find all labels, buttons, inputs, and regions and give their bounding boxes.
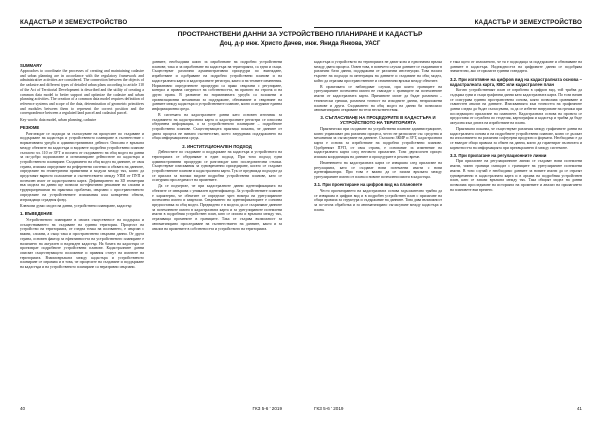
journal-issue: ГКЗ 5-6 ' 2019 (314, 406, 344, 411)
footer-right (314, 406, 582, 411)
summary-text: Approaches to coordinate the processes of creating and maintaining cadastre and urban planning are in accordance with the regulatory framework and administrative activities are considered. The connection between the objects of the cadastre and different types of detailed urban plans according to article 110 of the Act of Territorial Development is described and the utility of creating a common data model to better support and optimize the cadastre and urban planning activities. The creation of a common data model requires definition of reference systems and scope of the data, determination of geometric primitives and modules between them to represent the correct position and the correspondence between a regulated land parcel and cadastral parcel. (20, 69, 144, 116)
section-1-text: Устройственото планиране в своята същественост на поддържа и осъществяването на създаване на единна територия. Процесът на устройство на територията, от гледна точка на ползването, е свързан с важни, сложни, а също така и пространствено свързани данни. От друга страна, основен фактор за ефективността на устройственото планиране е наличието на актуален и надежден кадастър. На базата на кадастъра се проектират подробните устройствени планове. Кадастралните данни описват съществуващото положение и правния статут на имотите на територията. Взаимовръзката между кадастъра и устройственото планиране се изразява и в това, че процесите на създаване и поддържане на кадастъра и на устройственото планиране са неразривно свързани. (20, 217, 144, 270)
paragraph: е така щото от изложеното, че тя е подходяща за поддържане и обновяване на данните в кадастъра. Надеждността на цифровите данни се подобрява значително, ако се прилагат единни стандарти. (450, 60, 582, 74)
section-3-heading: 3. СЪГЛАСУВАНЕ НА ПРОЦЕДУРИТЕ В КАДАСТЪРА И УСТРОЙСТВОТО НА ТЕРИТОРИЯТА (320, 115, 436, 126)
paragraph: Когато устройственият план се изработва в цифров вид, той трябва да съдържа едни и същи графични данни като кадастралната карта. По този начин се осигурява единна пространствена основа, която позволява сравняване и съвместен анализ на данните. Изискванията към точността на графичните данни следва да бъдат съгласувани, за да се избегне натрупване на грешки при последващото прилагане на плановете. Кадастралната основа на проекта се предоставя от службата по геодезия, картография и кадастър и трябва да бъде актуална към датата на изработване на плана. (450, 88, 582, 126)
article-title: ПРОСТРАНСТВЕНИ ДАННИ ЗА УСТРОЙСТВЕНО ПЛАНИРАНЕ И КАДАСТЪР (177, 31, 423, 38)
rezyume-heading: РЕЗЮМЕ (20, 125, 40, 131)
paragraph: В системата на кадастралните данни като основен източник за създаването на кадастралната карта и кадастралните регистри се използва обединена информация, а за устройственото планиране – подробните устройствени планове. Съществуващата практика показва, че данните от двата процеса не винаги съответстват, което затруднява поддържането на обща информационна среда. (152, 112, 282, 141)
paragraph: В практиката се наблюдават случаи, при които границите на урегулираните поземлени имоти не съвпадат с границите на поземлените имоти от кадастралната карта. Причините могат да бъдат различни – технически грешки, различна точност на изходните данни, неприложени планове и други. Създаването на общ модел на данни би позволило автоматизирано откриване на тези несъответствия. (314, 84, 442, 113)
paragraph: Дейностите по създаване и поддържане на кадастъра и устройството на територията се обединяват в един подход. При този подход едни административни процедури се разглеждат като последователни стъпки. Съществуват изисквания за едновременно процедиране, когато се създават устройствените планове и кадастралната карта. Тук се предвижда подходът да се прилага за всички видове подробни устройствени планове, като се осигурява проследимост на промените. (152, 150, 282, 183)
journal-issue: ГКЗ 5-6 ' 2019 (252, 406, 282, 411)
left-page-column-1 (20, 60, 144, 400)
page-number: 40 (20, 406, 26, 411)
paragraph: кадастъра и устройството на територията не дават ясна и еднозначна връзка между двата процеса. Освен това, в повечето случаи данните се съхраняват в различни бази данни, поддържани от различни институции. Това налага търсене на подходи за интеграция на данните и създаване на общ модел, който да отразява пространствените и семантични връзки между обектите. (314, 60, 442, 83)
keywords-en: Key words: data model, urban planning, cadastre (20, 118, 97, 123)
article-authors: Доц. д-р инж. Христо Дачев, инж. Янида Янкова, УАСГ (219, 41, 381, 47)
page-number: 41 (576, 406, 582, 411)
keywords-bg: Ключови думи: модел на данни, устройствено планиране, кадастър (20, 204, 132, 209)
running-header-left: КАДАСТЪР И ЗЕМЕУСТРОЙСТВО (20, 12, 282, 28)
paragraph: данните, необходими както за изработване на подробни устройствени планове, така и за изработване на кадастъра на територията, са едни и същи. Съществуват различни административни процедури по въвеждане, изработване и одобряване на подробни устройствени планове и на кадастралната карта и кадастралните регистри, както и на техните изменения. Нормативно определените процедури са пряко свързани с регулиране, контрол и правна сигурност на собствеността, на правото на строеж и на други права. В развитие на нормативната уредба са заложени и организационни механизми за поддържане, обновяване и свързване на данните между кадастъра и устройствените планове, които осигуряват единна информационна среда. (152, 60, 282, 112)
paragraph: Практически при създаване на устройствени планове администрациите, които управляват два различни процеса, често не разполагат със средства и механизми за съгласуване на данните. Съгласно ЗКИР и ЗУТ, кадастралната карта е основа за изработване на подробни устройствени планове. Одобреният ПУП, от своя страна, е основание за изменение на кадастралната карта след неговото прилагане. Този двупосочен процес изисква координация на данните и процедурите в реално време. (314, 126, 442, 160)
paragraph: Изменението на кадастралната карта се извършва след прилагане на регулацията, като се създават нови поземлени имоти с нови идентификатори. При това е важно да се запази връзката между урегулираните имоти от плана и новите поземлени имоти в кадастъра. (314, 161, 442, 180)
left-page-column-2 (152, 60, 282, 400)
paragraph: Практиката показва, че съществуват различия между графичните данни на кадастралната основа и на подробните устройствени планове, които се дължат на използването на различни софтуерни продукти и формати. Необходимо е да се въведат общи правила за обмен на данни, които да гарантират пълнотата и коректността на информацията при прехвърлянето ѝ между системите. (450, 126, 582, 150)
subsection-heading: 3.1. При проектиране на цифров вид на плановете (314, 182, 423, 188)
paragraph: Често проектирането на кадастралната основа задължително трябва да се извършва в цифров вид и в подробен устройствен план с прилагане на общи правила за структура и съдържание на данните. Това дава възможност за по-лесна обработка и за автоматизирано съгласуване между кадастъра и плана. (314, 188, 442, 212)
paragraph: Да се подчертае, че при кадастралните данни идентификацията на обектите се извършва с уникален идентификатор. За устройствените планове е характерно, че обектите се определят чрез номера на урегулираните поземлени имоти и квартали. Свързването на идентификаторите е основна предпоставка за общ модел. Предвидено е в модела да се съхраняват данните за поземлените имоти в кадастралната карта и за урегулираните поземлени имоти в подробния устройствен план, като се описва и връзката между тях, отразяваща промените в границите. Така се създава възможност за автоматизирано проследяване на съответствието на данните, както и за анализ на промените в собствеността и устройството на територията. (152, 184, 282, 231)
right-page-column-1 (314, 60, 442, 400)
right-page-column-2 (450, 60, 582, 400)
section-1-heading: 1. ВЪВЕДЕНИЕ (20, 211, 53, 217)
summary-heading: SUMMARY (20, 62, 43, 68)
footer-left (20, 406, 282, 411)
section-2-heading: 2. ИНСТИТУЦИОНАЛЕН ПОДХОД (182, 143, 252, 149)
subsection-heading: 3.3. При прилагане на регулационните линии (450, 152, 547, 158)
running-header-right: КАДАСТЪР И ЗЕМЕУСТРОЙСТВО (314, 12, 582, 28)
right-page (300, 0, 600, 424)
paragraph: При прилагане на регулационните линии се създават нови поземлени имоти, чиито граници съвпадат с границите на урегулираните поземлени имоти. В този случай е необходимо данните за новите имоти да се отразят едновременно в кадастралната карта и в архива на подробния устройствен план, като се запази връзката между тях. Така общият модел на данни позволява проследяване на историята на промените и анализ на прилагането на плановете във времето. (450, 159, 582, 192)
rezyume-text: Разглеждат се подходи за съгласуване на процесите по създаване и поддържане на кадастъра и устройственото планиране в съответствие с нормативната уредба и административната дейност. Описана е връзката между обектите на кадастъра и видовете подробни устройствени планове съгласно чл. 110 от ЗУТ и ползата от създаването на общ модел на данни за по-добро подпомагане и оптимизиране дейностите по кадастъра и устройственото планиране. Създаването на общ модел на данните, от своя страна, изисква определяне на референтни системи и обхвата на данните, определяне на геометрични примитиви и модули между тях, които да представят вярното положение и съответствието между УПИ от ПУП и поземлен имот от кадастралната карта. Дефинирането на 3D геометрии във модела на данни ще позволи по-ефективно решаване на сложни и трудноразрешими на практика проблеми, свързани с пространственото определяне на устройствените изисквания към конкретни обекти, изграждащи сградния фонд. (20, 131, 144, 202)
subsection-heading: 3.2. При изготвяне на цифров вид на кадастралната основа – кадастралната карта, КВС или кадастрален план (450, 76, 582, 87)
